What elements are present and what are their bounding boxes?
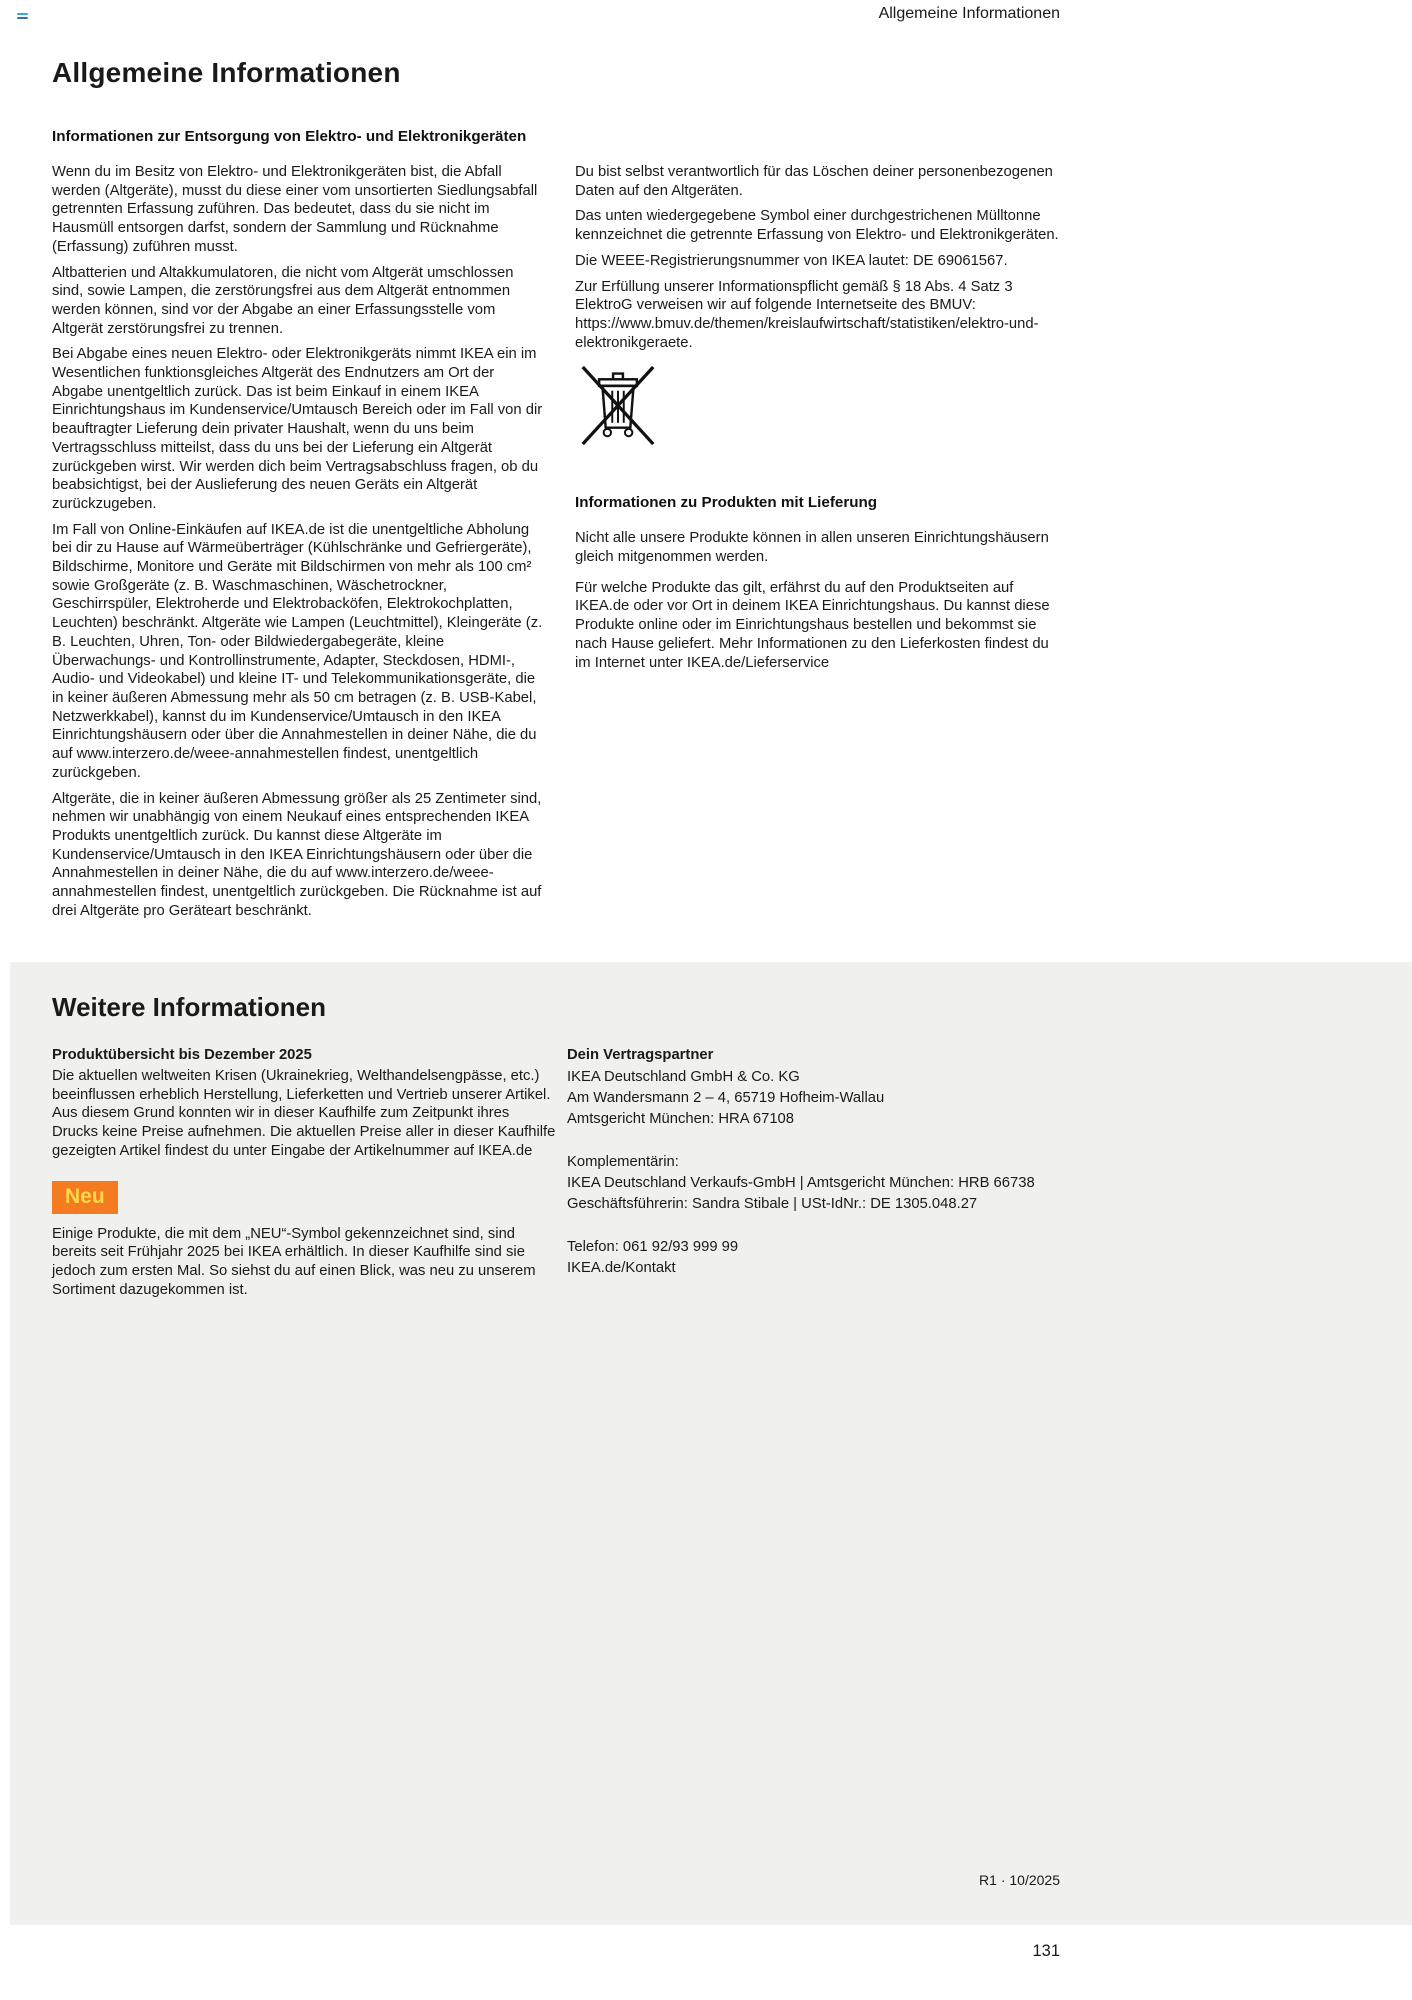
partner-court-register: Amtsgericht München: HRA 67108 [567,1111,795,1127]
paragraph: Nicht alle unsere Produkte können in allen unseren Einrichtungshäusern gleich mitgenommen werden. [575,530,1049,566]
product-overview-heading: Produktübersicht bis Dezember 2025 [52,1047,312,1063]
paragraph: Im Fall von Online-Einkäufen auf IKEA.de ist die unentgeltliche Abholung bei dir zu Hause auf Wärmeüberträger (Kühlschränke und Gefriergeräte), Bildschirme, Monitore und Geräte mit Bildschirmen von mehr als 100 cm² sowie Großgeräte (z. B. Waschmaschinen, Wäschetrockner, Geschirrspüler, Elektroherde und Elektrobacköfen, Elektrokochplatten, Leuchten) beschränkt. Altgeräte wie Lampen (Leuchtmittel), Kleingeräte (z. B. Leuchten, Uhren, Ton- oder Bildwiedergabegeräte, kleine Überwachungs- und Kontrollinstrumente, Adapter, Steckdosen, HDMI-, Audio- und Videokabel) und kleine IT- und Telekommunikationsgeräte, die in keiner äußeren Abmessung mehr als 50 cm betragen (z. B. USB-Kabel, Netzwerkkabel), kannst du im Kundenservice/Umtausch in den IKEA Einrichtungshäusern oder über die Annahmestellen in deiner Nähe, die du auf www.interzero.de/weee-annahmestellen findest, unentgeltlich zurückgeben. [52,521,543,781]
paragraph: Einige Produkte, die mit dem „NEU“-Symbol gekennzeichnet sind, sind bereits seit Frühjahr 2025 bei IKEA erhältlich. In dieser Kaufhilfe sind sie jedoch zum ersten Mal. So siehst du auf einen Blick, was neu zu unserem Sortiment dazugekommen ist. [52,1225,536,1298]
more-info-title: Weitere Informationen [52,992,327,1022]
paragraph: Altgeräte, die in keiner äußeren Abmessung größer als 25 Zentimeter sind, nehmen wir unabhängig von einem Neukauf eines entsprechenden IKEA Produkts unentgeltlich zurück. Du kannst diese Altgeräte im Kundenservice/Umtausch in den IKEA Einrichtungshäusern oder über die Annahmestellen in deiner Nähe, die du auf www.interzero.de/weee-annahmestellen findest, unentgeltlich zurückgeben. Die Rücknahme ist auf drei Altgeräte pro Geräteart beschränkt. [52,790,542,919]
corner-bar-bottom [17,17,28,19]
more-info-panel [10,962,1412,1925]
disposal-section-heading: Informationen zur Entsorgung von Elektro- und Elektronikgeräten [52,128,527,145]
paragraph: Das unten wiedergegebene Symbol einer durchgestrichenen Mülltonne kennzeichnet die getrennte Erfassung von Elektro- und Elektronikgeräten. [575,208,1059,244]
contract-partner-column [567,1047,1097,1306]
contract-partner-heading: Dein Vertragspartner [567,1047,714,1063]
paragraph: Zur Erfüllung unserer Informationspflicht gemäß § 18 Abs. 4 Satz 3 ElektroG verweisen wir auf folgende Internetseite des BMUV: https://www.bmuv.de/themen/kreislaufwirtschaft/statistiken/elektro-und-elektronikgeraete. [575,278,1039,351]
paragraph: Wenn du im Besitz von Elektro- und Elektronikgeräten bist, die Abfall werden (Altgeräte), musst du diese einer vom unsortierten Siedlungsabfall getrennten Erfassung zuführen. Das bedeutet, dass du sie nicht im Hausmüll entsorgen darfst, sondern der Sammlung und Rücknahme (Erfassung) zuführen musst. [52,164,538,255]
partner-phone: Telefon: 061 92/93 999 99 [567,1239,739,1255]
disposal-right-column [575,163,1063,679]
corner-bar-top [17,13,28,15]
komplementaerin-company: IKEA Deutschland Verkaufs-GmbH | Amtsgericht München: HRB 66738 [567,1175,1035,1191]
running-header: Allgemeine Informationen [878,5,1060,22]
disposal-left-column [52,163,546,927]
paragraph: Altbatterien und Altakkumulatoren, die nicht vom Altgerät umschlossen sind, sowie Lampen, die zerstörungsfrei aus dem Altgerät entnommen werden können, sind vor der Abgabe an einer Erfassungsstelle vom Altgerät zerstörungsfrei zu trennen. [52,264,514,337]
footer-revision-ref: R1 · 10/2025 [979,1872,1060,1888]
paragraph: Bei Abgabe eines neuen Elektro- oder Elektronikgeräts nimmt IKEA ein im Wesentlichen funktionsgleiches Altgerät des Endnutzers am Ort der Abgabe unentgeltlich zurück. Das ist beim Einkauf in einem IKEA Einrichtungshaus im Kundenservice/Umtausch Bereich oder im Fall von dir beauftragter Lieferung dein privater Haushalt, wenn du uns beim Vertragsschluss mitteilst, dass du uns bei der Lieferung ein Altgerät zurückgeben wirst. Wir werden dich beim Vertragsabschluss fragen, ob du beabsichtigst, bei der Auslieferung des neuen Geräts ein Altgerät zurückzugeben. [52,346,543,512]
partner-contact-link: IKEA.de/Kontakt [567,1260,676,1276]
komplementaerin-label: Komplementärin: [567,1154,679,1170]
weee-crossed-out-bin-icon [577,362,1063,454]
page-title: Allgemeine Informationen [52,57,401,88]
corner-bars-icon [17,13,29,21]
paragraph: Du bist selbst verantwortlich für das Löschen deiner personenbezogenen Daten auf den Altgeräten. [575,164,1053,199]
delivery-section-heading: Informationen zu Produkten mit Lieferung [575,494,878,512]
paragraph: Für welche Produkte das gilt, erfährst du auf den Produktseiten auf IKEA.de oder vor Ort in deinem IKEA Einrichtungshaus. Du kannst diese Produkte online oder im Einrichtungshaus bestellen und bekommst sie nach Hause geliefert. Mehr Informationen zu den Lieferkosten findest du im Internet unter IKEA.de/Lieferservice [575,579,1050,671]
product-overview-column [52,1047,557,1306]
page-number: 131 [1032,1942,1060,1960]
paragraph: Die WEEE-Registrierungsnummer von IKEA lautet: DE 69061567. [575,252,1008,269]
paragraph: Die aktuellen weltweiten Krisen (Ukrainekrieg, Welthandelsengpässe, etc.) beeinflussen erheblich Herstellung, Lieferketten und Vertrieb unserer Artikel. Aus diesem Grund konnten wir in dieser Kaufhilfe zum Zeitpunkt ihres Drucks keine Preise aufnehmen. Die aktuellen Preise aller in dieser Kaufhilfe gezeigten Artikel findest du unter Eingabe der Artikelnummer auf IKEA.de [52,1068,556,1159]
neu-badge: Neu [52,1181,118,1214]
partner-address: Am Wandersmann 2 – 4, 65719 Hofheim-Wallau [567,1090,885,1106]
partner-company-name: IKEA Deutschland GmbH & Co. KG [567,1069,800,1085]
komplementaerin-manager: Geschäftsführerin: Sandra Stibale | USt-IdNr.: DE 1305.048.27 [567,1196,978,1212]
